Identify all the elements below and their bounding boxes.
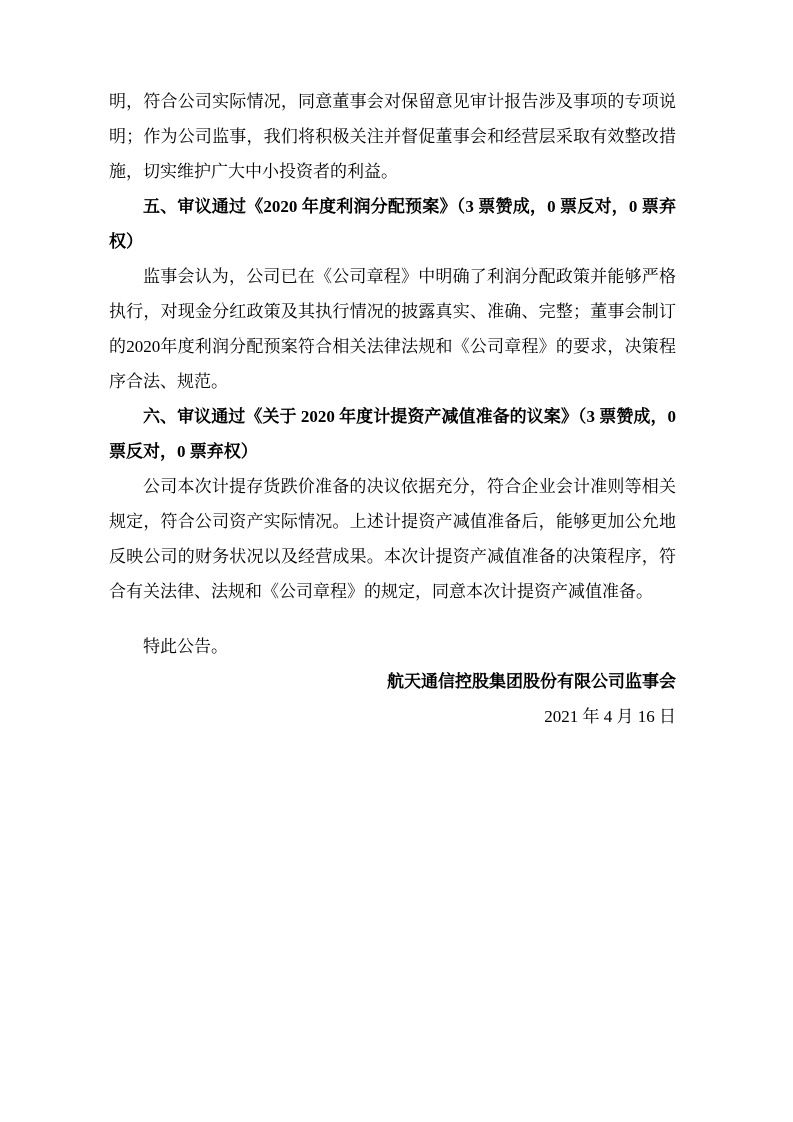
date-line: 2021 年 4 月 16 日 bbox=[544, 707, 676, 726]
section-6-heading: 六、审议通过《关于 2020 年度计提资产减值准备的议案》（3 票赞成，0 票反对，0 票弃权） bbox=[109, 407, 676, 461]
blank-line-spacer bbox=[109, 609, 676, 629]
section-5-heading: 五、审议通过《2020 年度利润分配预案》（3 票赞成，0 票反对，0 票弃权） bbox=[109, 197, 676, 251]
section-5-paragraph: 监事会认为，公司已在《公司章程》中明确了利润分配政策并能够严格执行，对现金分红政策及其执行情况的披露真实、准确、完整；董事会制订的2020年度利润分配预案符合相关法律法规和《公司章程》的要求，决策程序合法、规范。 bbox=[109, 267, 676, 391]
section-6-paragraph: 公司本次计提存货跌价准备的决议依据充分，符合企业会计准则等相关规定，符合公司资产实际情况。上述计提资产减值准备后，能够更加公允地反映公司的财务状况以及经营成果。本次计提资产减值准备的决策程序，符合有关法律、法规和《公司章程》的规定，同意本次计提资产减值准备。 bbox=[109, 477, 676, 601]
paragraph-continuation: 明，符合公司实际情况，同意董事会对保留意见审计报告涉及事项的专项说明；作为公司监事，我们将积极关注并督促董事会和经营层采取有效整改措施，切实维护广大中小投资者的利益。 bbox=[109, 92, 676, 181]
signature-line: 航天通信控股集团股份有限公司监事会 bbox=[387, 672, 676, 691]
document-content bbox=[109, 84, 676, 734]
closing-statement: 特此公告。 bbox=[143, 637, 228, 656]
